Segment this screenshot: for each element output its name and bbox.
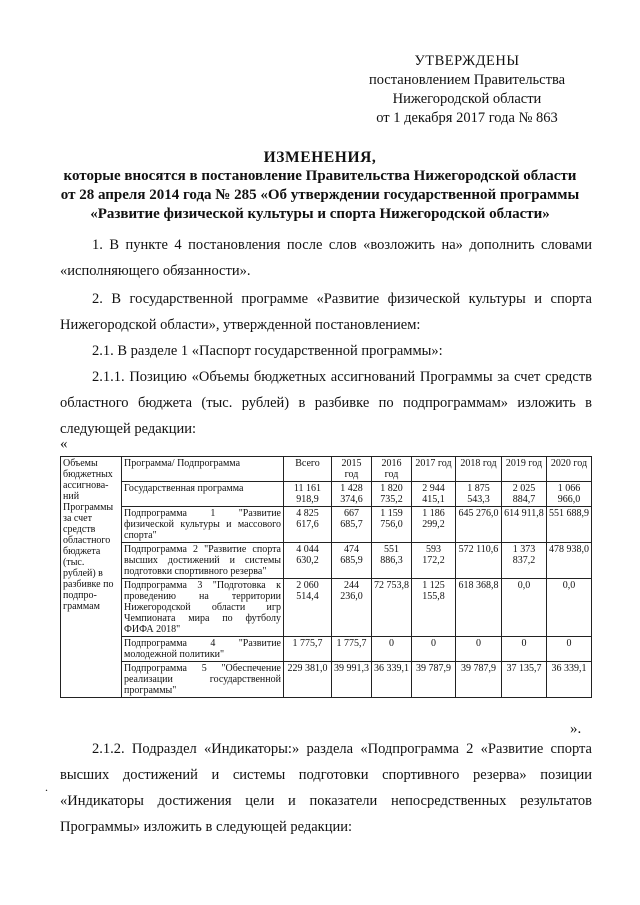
cell-2016: 36 339,1 [372, 662, 412, 698]
table-row [61, 543, 592, 579]
heading-line-2: от 28 апреля 2014 года № 285 «Об утверждении государственной программы [60, 187, 580, 203]
cell-2015: 474 685,9 [332, 543, 372, 579]
cell-total: 1 775,7 [284, 637, 332, 662]
cell-2020: 478 938,0 [547, 543, 592, 579]
col-header-total: Всего [284, 457, 332, 482]
heading-line-3: «Развитие физической культуры и спорта Нижегородской области» [90, 206, 550, 222]
approval-block [352, 52, 582, 128]
table-row [61, 482, 592, 507]
quote-open: « [60, 436, 68, 452]
cell-2017: 593 172,2 [412, 543, 456, 579]
cell-2016: 0 [372, 637, 412, 662]
cell-2016: 551 886,3 [372, 543, 412, 579]
cell-2019: 0 [502, 637, 547, 662]
cell-2019: 1 373 837,2 [502, 543, 547, 579]
cell-2016: 1 159 756,0 [372, 507, 412, 543]
table-header-row [61, 457, 592, 482]
row-program-name: Подпрограмма 1 "Развитие физической культуры и массового спорта" [122, 507, 284, 543]
scan-dot: . [45, 780, 48, 794]
quote-close: ». [570, 721, 582, 737]
table-row [61, 637, 592, 662]
row-program-name: Подпрограмма 5 "Обеспечение реализации государственной программы" [122, 662, 284, 698]
cell-2018: 618 368,8 [456, 579, 502, 637]
cell-total: 11 161 918,9 [284, 482, 332, 507]
paragraph-2-1-2: 2.1.2. Подраздел «Индикаторы:» раздела «Подпрограмма 2 «Развитие спорта высших достижений и системы подготовки спортивного резерва» позиции «Индикаторы достижения цели и показатели непосредственных результатов Программы» изложить в следующей редакции: [60, 741, 592, 835]
cell-2020: 551 688,9 [547, 507, 592, 543]
cell-2015: 244 236,0 [332, 579, 372, 637]
budget-table [60, 456, 592, 698]
col-header-program: Программа/ Подпрограмма [122, 457, 284, 482]
cell-total: 229 381,0 [284, 662, 332, 698]
col-header-2020: 2020 год [547, 457, 592, 482]
cell-2018: 39 787,9 [456, 662, 502, 698]
cell-2015: 39 991,3 [332, 662, 372, 698]
table-side-header: Объемы бюджетных ассигнова-ний Программы за счет средств областного бюджета (тыс. рублей) в разбивке по подпро-граммам [61, 457, 122, 698]
cell-2018: 645 276,0 [456, 507, 502, 543]
approval-line-2: Нижегородской области [392, 91, 542, 107]
approval-line-3: от 1 декабря 2017 года № 863 [376, 110, 558, 126]
table-row [61, 507, 592, 543]
cell-2015: 1 775,7 [332, 637, 372, 662]
row-program-name: Государственная программа [122, 482, 284, 507]
cell-2019: 37 135,7 [502, 662, 547, 698]
cell-2017: 0 [412, 637, 456, 662]
cell-2019: 0,0 [502, 579, 547, 637]
cell-2017: 2 944 415,1 [412, 482, 456, 507]
cell-total: 4 044 630,2 [284, 543, 332, 579]
cell-2017: 1 186 299,2 [412, 507, 456, 543]
cell-2015: 667 685,7 [332, 507, 372, 543]
paragraph-2-1: 2.1. В разделе 1 «Паспорт государственной программы»: [92, 343, 443, 359]
col-header-2019: 2019 год [502, 457, 547, 482]
col-header-2016: 2016 год [372, 457, 412, 482]
cell-2017: 39 787,9 [412, 662, 456, 698]
table-row [61, 662, 592, 698]
approval-line-1: постановлением Правительства [368, 72, 566, 88]
cell-2018: 0 [456, 637, 502, 662]
cell-2017: 1 125 155,8 [412, 579, 456, 637]
cell-total: 2 060 514,4 [284, 579, 332, 637]
cell-2019: 2 025 884,7 [502, 482, 547, 507]
col-header-2017: 2017 год [412, 457, 456, 482]
row-program-name: Подпрограмма 4 "Развитие молодежной политики" [122, 637, 284, 662]
cell-total: 4 825 617,6 [284, 507, 332, 543]
row-program-name: Подпрограмма 3 "Подготовка к проведению на территории Нижегородской области игр Чемпионата мира по футболу ФИФА 2018" [122, 579, 284, 637]
cell-2018: 572 110,6 [456, 543, 502, 579]
cell-2016: 1 820 735,2 [372, 482, 412, 507]
row-program-name: Подпрограмма 2 "Развитие спорта высших достижений и системы подготовки спортивного резерва" [122, 543, 284, 579]
paragraph-1: 1. В пункте 4 постановления после слов «возложить на» дополнить словами «исполняющего обязанности». [60, 237, 592, 279]
paragraph-2: 2. В государственной программе «Развитие физической культуры и спорта Нижегородской области», утвержденной постановлением: [60, 291, 592, 333]
approval-title: УТВЕРЖДЕНЫ [414, 53, 520, 69]
paragraph-2-1-1: 2.1.1. Позицию «Объемы бюджетных ассигнований Программы за счет средств областного бюджета (тыс. рублей) в разбивке по подпрограммам» изложить в следующей редакции: [60, 369, 592, 437]
cell-2018: 1 875 543,3 [456, 482, 502, 507]
document-heading [40, 148, 600, 224]
table-row [61, 579, 592, 637]
cell-2019: 614 911,8 [502, 507, 547, 543]
col-header-2015: 2015 год [332, 457, 372, 482]
cell-2020: 1 066 966,0 [547, 482, 592, 507]
heading-line-1: которые вносятся в постановление Правительства Нижегородской области [63, 168, 577, 184]
cell-2016: 72 753,8 [372, 579, 412, 637]
col-header-2018: 2018 год [456, 457, 502, 482]
cell-2015: 1 428 374,6 [332, 482, 372, 507]
cell-2020: 36 339,1 [547, 662, 592, 698]
cell-2020: 0 [547, 637, 592, 662]
heading-title: ИЗМЕНЕНИЯ, [263, 149, 377, 166]
cell-2020: 0,0 [547, 579, 592, 637]
